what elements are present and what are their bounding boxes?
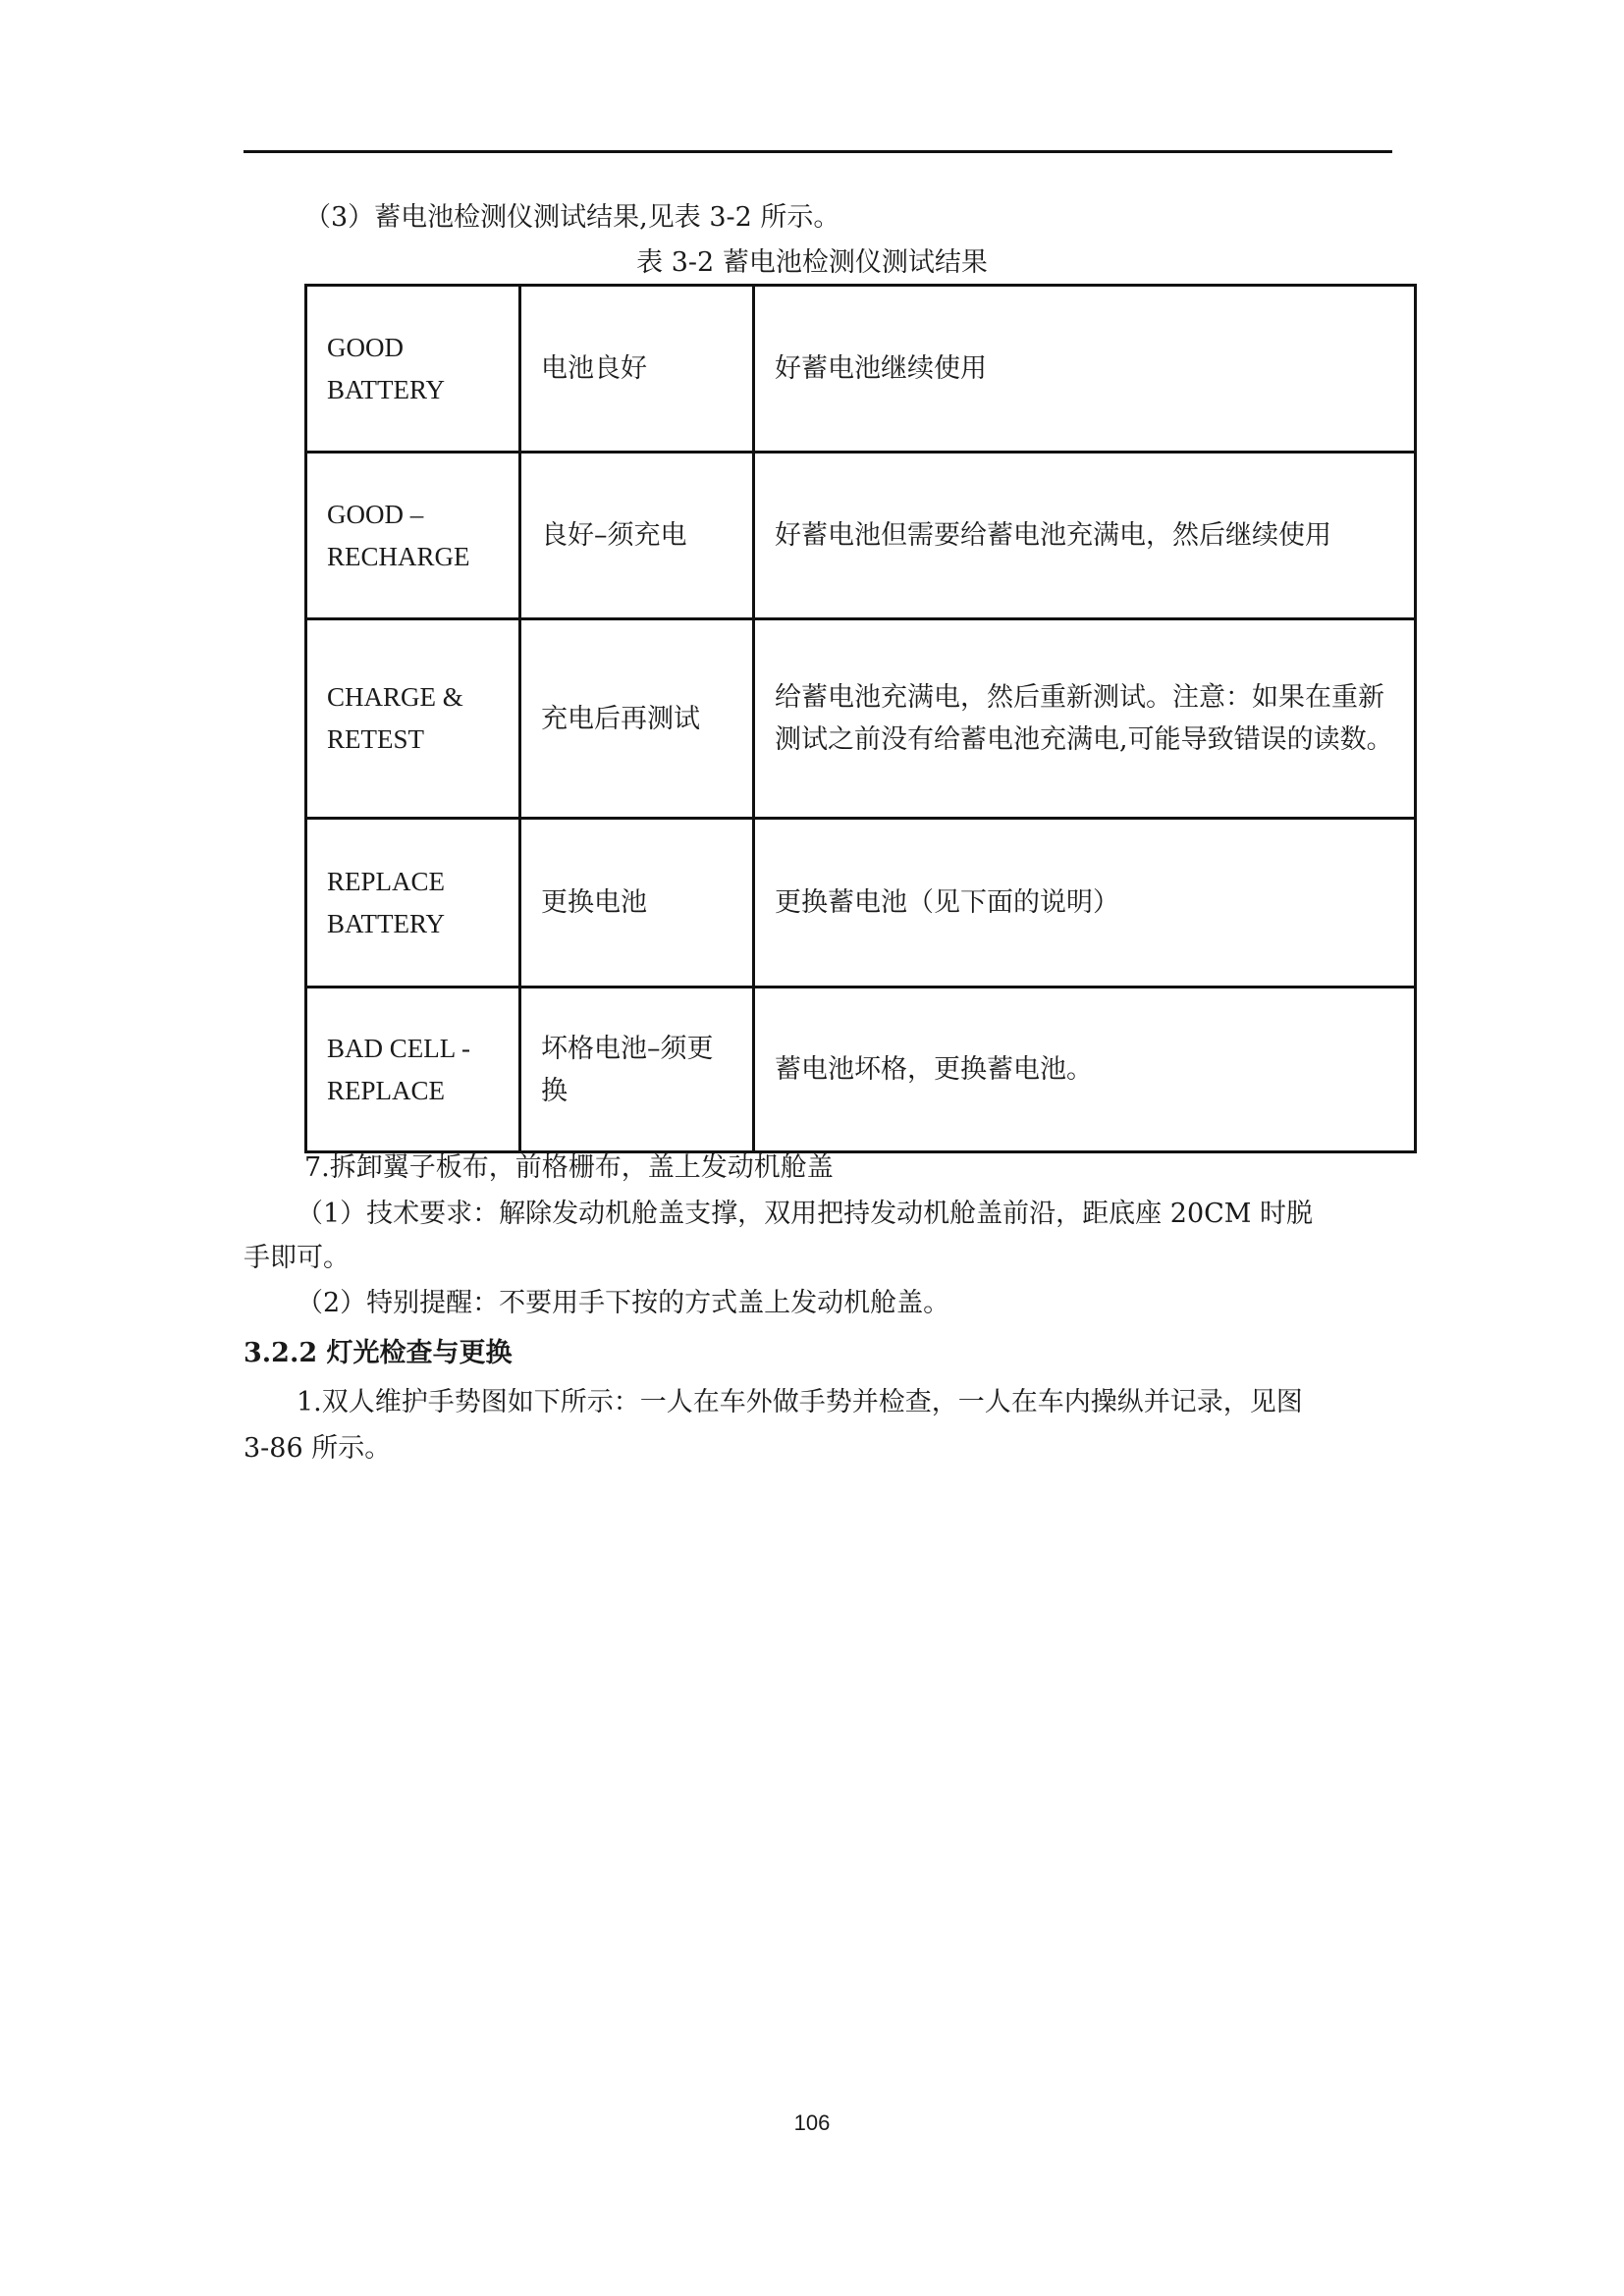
table-caption: 表 3-2 蓄电池检测仪测试结果 bbox=[636, 247, 988, 278]
battery-test-result-table bbox=[304, 284, 1417, 1153]
result-code-cell: CHARGE & RETEST bbox=[306, 619, 520, 819]
result-action-cell: 更换蓄电池（见下面的说明） bbox=[754, 819, 1416, 988]
result-action-cell: 好蓄电池但需要给蓄电池充满电，然后继续使用 bbox=[754, 453, 1416, 619]
section-heading: 3.2.2 灯光检查与更换 bbox=[244, 1338, 513, 1368]
result-code-cell: GOOD – RECHARGE bbox=[306, 453, 520, 619]
result-action-cell: 好蓄电池继续使用 bbox=[754, 286, 1416, 453]
section-paragraph-line1: 1.双人维护手势图如下所示：一人在车外做手势并检查，一人在车内操纵并记录，见图 bbox=[297, 1387, 1303, 1417]
result-action-cell: 蓄电池坏格，更换蓄电池。 bbox=[754, 988, 1416, 1152]
result-meaning-cell: 良好–须充电 bbox=[520, 453, 754, 619]
step7-item2: （2）特别提醒：不要用手下按的方式盖上发动机舱盖。 bbox=[297, 1288, 950, 1318]
table-row bbox=[306, 453, 1416, 619]
table-row bbox=[306, 819, 1416, 988]
result-meaning-cell: 电池良好 bbox=[520, 286, 754, 453]
intro-paragraph: （3）蓄电池检测仪测试结果,见表 3-2 所示。 bbox=[304, 202, 840, 233]
result-meaning-cell: 更换电池 bbox=[520, 819, 754, 988]
header-rule bbox=[244, 150, 1392, 153]
result-action-cell: 给蓄电池充满电，然后重新测试。注意：如果在重新测试之前没有给蓄电池充满电,可能导致错误的读数。 bbox=[754, 619, 1416, 819]
page-number: 106 bbox=[793, 2110, 831, 2135]
section-paragraph-line2: 3-86 所示。 bbox=[244, 1433, 392, 1464]
table-row bbox=[306, 988, 1416, 1152]
result-code-cell: GOOD BATTERY bbox=[306, 286, 520, 453]
step7-item1-line1: （1）技术要求：解除发动机舱盖支撑，双用把持发动机舱盖前沿，距底座 20CM 时脱 bbox=[297, 1199, 1314, 1229]
step7-item1-line2: 手即可。 bbox=[244, 1243, 350, 1273]
result-code-cell: BAD CELL - REPLACE bbox=[306, 988, 520, 1152]
step7-title: 7.拆卸翼子板布，前格栅布，盖上发动机舱盖 bbox=[304, 1152, 834, 1183]
result-meaning-cell: 充电后再测试 bbox=[520, 619, 754, 819]
table-row bbox=[306, 619, 1416, 819]
result-meaning-cell: 坏格电池–须更换 bbox=[520, 988, 754, 1152]
result-code-cell: REPLACE BATTERY bbox=[306, 819, 520, 988]
table-row bbox=[306, 286, 1416, 453]
